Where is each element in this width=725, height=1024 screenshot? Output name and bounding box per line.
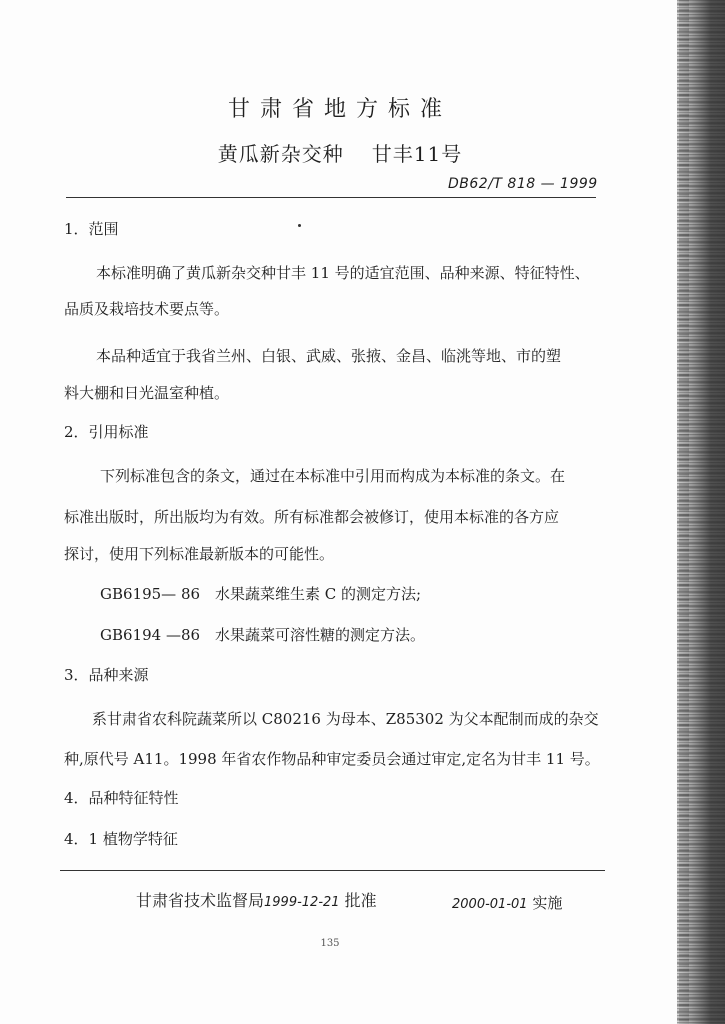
section-3-para-line-1: 系甘肃省农科院蔬菜所以 C80216 为母本、Z85302 为父本配制而成的杂交 — [92, 710, 599, 728]
scan-shadow-edge-inner — [679, 0, 689, 1024]
section-2-para-line-1: 下列标准包含的条文，通过在本标准中引用而构成为本标准的条文。在 — [100, 467, 566, 485]
subtitle-variety: 甘丰11号 — [371, 142, 463, 166]
section-4-heading: 4．品种特征特性 — [64, 789, 179, 807]
implementation-date: 2000-01-01 — [452, 897, 528, 912]
section-4-1-heading: 4．1 植物学特征 — [64, 830, 178, 848]
section-2-para-line-2: 标准出版时，所出版均为有效。所有标准都会被修订，使用本标准的各方应 — [64, 508, 560, 526]
section-1-heading: 1．范围 — [64, 220, 119, 238]
section-2-heading: 2．引用标准 — [64, 423, 149, 441]
implementation-line — [452, 892, 562, 913]
bottom-divider — [60, 870, 605, 871]
implementation-label: 实施 — [532, 894, 563, 912]
approval-date: 1999-12-21 — [264, 895, 340, 910]
standard-code: DB62/T 818 — 1999 — [448, 176, 598, 192]
section-2-para-line-3: 探讨，使用下列标准最新版本的可能性。 — [64, 545, 335, 563]
section-1-para-1-line-2: 品质及栽培技术要点等。 — [64, 300, 230, 318]
document-title: 甘肃省地方标准 — [227, 97, 452, 122]
top-divider — [66, 197, 596, 198]
approval-label: 批准 — [344, 891, 377, 910]
reference-standard-1: GB6195— 86 水果蔬菜维生素 C 的测定方法; — [100, 585, 422, 603]
section-3-para-line-2: 种,原代号 A11。1998 年省农作物品种审定委员会通过审定,定名为甘丰 11 号。 — [64, 750, 600, 768]
section-1-para-2-line-2: 料大棚和日光温室种植。 — [64, 384, 230, 402]
stray-mark — [298, 224, 301, 227]
document-subtitle — [0, 138, 680, 167]
reference-standard-2: GB6194 —86 水果蔬菜可溶性糖的测定方法。 — [100, 626, 426, 644]
section-1-para-2-line-1: 本品种适宜于我省兰州、白银、武威、张掖、金昌、临洮等地、市的塑 — [96, 347, 562, 365]
approval-line — [136, 888, 377, 911]
page-number: 135 — [320, 938, 340, 949]
section-3-heading: 3．品种来源 — [64, 666, 149, 684]
subtitle-name: 黄瓜新杂交种 — [217, 142, 344, 166]
section-1-para-1-line-1: 本标准明确了黄瓜新杂交种甘丰 11 号的适宜范围、品种来源、特征特性、 — [96, 264, 590, 282]
issuing-authority: 甘肃省技术监督局 — [136, 891, 265, 910]
